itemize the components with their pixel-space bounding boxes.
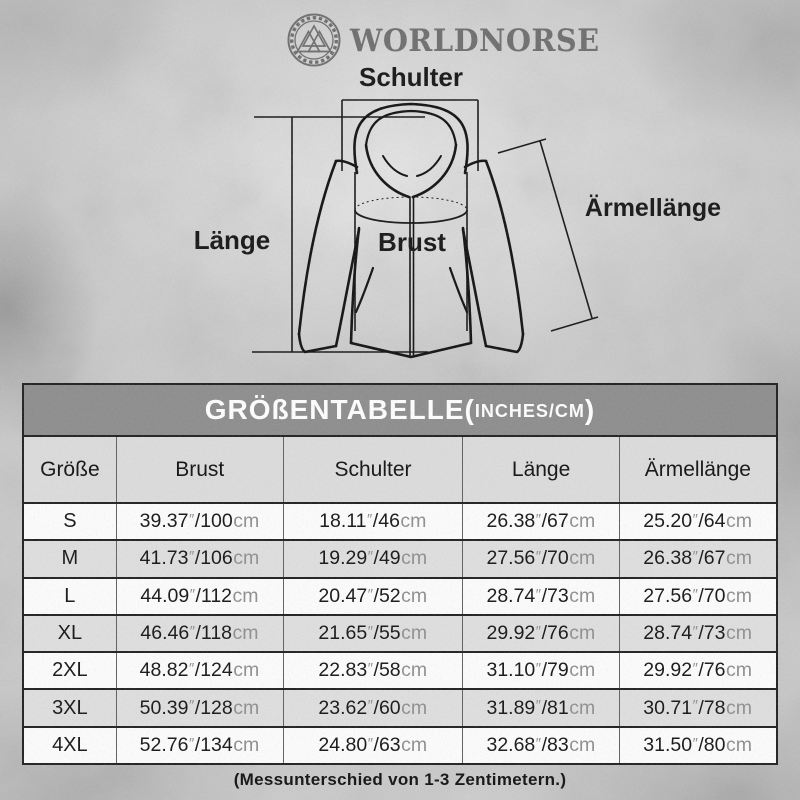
measurement-cell: 31.89 ″ / 81 cm	[462, 690, 618, 725]
size-cell: 2XL	[52, 659, 88, 682]
measurement-cell: 48.82 ″ / 124 cm	[116, 653, 283, 688]
measurement-cell: 27.56 ″ / 70 cm	[619, 579, 776, 614]
column-header-chest: Brust	[116, 437, 283, 502]
measurement-cell: 24.80 ″ / 63 cm	[283, 728, 463, 763]
measurement-cell: 29.92 ″ / 76 cm	[462, 616, 618, 651]
table-row	[24, 726, 776, 763]
table-row	[24, 651, 776, 688]
brand-wordmark: WORLDNORSE	[350, 23, 600, 59]
measurement-cell: 41.73 ″ / 106 cm	[116, 541, 283, 576]
table-row	[24, 502, 776, 539]
valknut-emblem-icon	[289, 15, 340, 66]
shoulder-label: Schulter	[358, 62, 464, 92]
size-cell: 4XL	[52, 733, 88, 756]
measurement-cell: 44.09 ″ / 112 cm	[116, 579, 283, 614]
measurement-cell: 39.37 ″ / 100 cm	[116, 504, 283, 539]
column-header-size: Größe	[40, 457, 100, 481]
sleeve-label: Ärmellänge	[584, 194, 722, 222]
table-title-main: GRÖßENTABELLE(	[204, 394, 475, 425]
size-cell: M	[61, 547, 79, 570]
column-header-length: Länge	[462, 437, 618, 502]
column-header-shoulder: Schulter	[283, 437, 463, 502]
measurement-cell: 50.39 ″ / 128 cm	[116, 690, 283, 725]
measurement-cell: 30.71 ″ / 78 cm	[619, 690, 776, 725]
measurement-cell: 26.38 ″ / 67 cm	[619, 541, 776, 576]
measurement-cell: 52.76 ″ / 134 cm	[116, 728, 283, 763]
length-label: Länge	[193, 225, 271, 255]
column-header-sleeve: Ärmellänge	[619, 437, 776, 502]
measurement-cell: 28.74 ″ / 73 cm	[462, 579, 618, 614]
chest-label: Brust	[378, 227, 446, 257]
size-cell: 3XL	[52, 696, 88, 719]
table-header-row	[24, 435, 776, 502]
table-row	[24, 614, 776, 651]
measurement-cell: 29.92 ″ / 76 cm	[619, 653, 776, 688]
table-body	[24, 502, 776, 763]
measurement-cell: 23.62 ″ / 60 cm	[283, 690, 463, 725]
measurement-cell: 26.38 ″ / 67 cm	[462, 504, 618, 539]
table-row	[24, 539, 776, 576]
measurement-disclaimer: (Messunterschied von 1-3 Zentimetern.)	[233, 770, 567, 789]
measurement-cell: 21.65 ″ / 55 cm	[283, 616, 463, 651]
table-title-units: INCHES/CM	[474, 401, 585, 421]
table-title	[24, 385, 776, 435]
measurement-cell: 32.68 ″ / 83 cm	[462, 728, 618, 763]
measurement-cell: 28.74 ″ / 73 cm	[619, 616, 776, 651]
size-cell: XL	[57, 621, 83, 644]
measurement-cell: 22.83 ″ / 58 cm	[283, 653, 463, 688]
measurement-cell: 25.20 ″ / 64 cm	[619, 504, 776, 539]
size-cell: L	[64, 584, 76, 607]
measurement-cell: 31.50 ″ / 80 cm	[619, 728, 776, 763]
measurement-cell: 19.29 ″ / 49 cm	[283, 541, 463, 576]
table-title-close: )	[584, 394, 596, 425]
table-row	[24, 577, 776, 614]
measurement-lines	[252, 100, 598, 352]
size-cell: S	[63, 510, 77, 533]
size-table	[22, 383, 778, 765]
table-row	[24, 688, 776, 725]
measurement-cell: 31.10 ″ / 79 cm	[462, 653, 618, 688]
measurement-cell: 46.46 ″ / 118 cm	[116, 616, 283, 651]
measurement-cell: 18.11 ″ / 46 cm	[283, 504, 463, 539]
measurement-cell: 20.47 ″ / 52 cm	[283, 579, 463, 614]
measurement-cell: 27.56 ″ / 70 cm	[462, 541, 618, 576]
